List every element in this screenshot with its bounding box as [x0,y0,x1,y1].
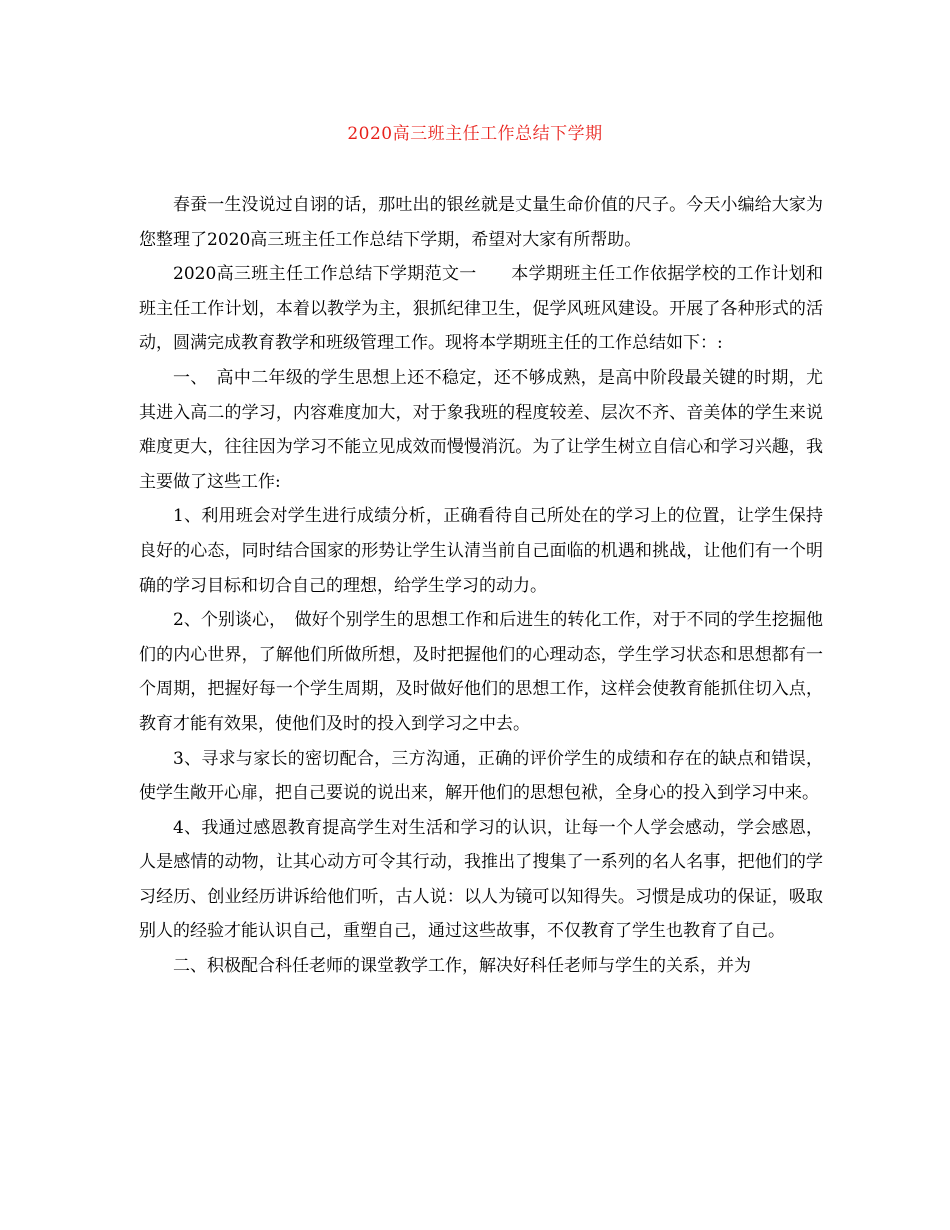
paragraph-item-2: 2、个别谈心， 做好个别学生的思想工作和后进生的转化工作，对于不同的学生挖掘他们的内心世界，了解他们所做所想，及时把握他们的心理动态，学生学习状态和思想都有一个周期，把握好每一个学生周期，及时做好他们的思想工作，这样会使教育能抓住切入点，教育才能有效果，使他们及时的投入到学习之中去。 [139,610,823,734]
paragraph-section-two: 二、积极配合科任老师的课堂教学工作，解决好科任老师与学生的关系，并为 [173,956,751,977]
paragraph-item-3: 3、寻求与家长的密切配合，三方沟通，正确的评价学生的成绩和存在的缺点和错误，使学生敞开心扉，把自己要说的说出来，解开他们的思想包袱，全身心的投入到学习中来。 [139,748,823,804]
paragraph-item-4: 4、我通过感恩教育提高学生对生活和学习的认识，让每一个人学会感动，学会感恩，人是感情的动物，让其心动方可令其行动，我推出了搜集了一系列的名人名事，把他们的学习经历、创业经历讲诉给他们听，古人说：以人为镜可以知得失。习惯是成功的保证，吸取别人的经验才能认识自己，重塑自己，通过这些故事，不仅教育了学生也教育了自己。 [139,817,823,942]
document-body [139,188,823,984]
paragraph-sample-one: 2020高三班主任工作总结下学期范文一 本学期班主任工作依据学校的工作计划和班主任工作计划，本着以教学为主，狠抓纪律卫生，促学风班风建设。开展了各种形式的活动，圆满完成教育教学和班级管理工作。现将本学期班主任的工作总结如下：: [139,264,823,354]
paragraph-intro: 春蚕一生没说过自诩的话，那吐出的银丝就是丈量生命价值的尺子。今天小编给大家为您整理了2020高三班主任工作总结下学期，希望对大家有所帮助。 [139,195,823,250]
paragraph-section-one: 一、 高中二年级的学生思想上还不稳定，还不够成熟，是高中阶段最关键的时期，尤其进入高二的学习，内容难度加大，对于象我班的程度较差、层次不齐、音美体的学生来说难度更大，往往因为学习不能立见成效而慢慢消沉。为了让学生树立自信心和学习兴趣，我主要做了这些工作: [139,367,823,492]
paragraph-item-1: 1、利用班会对学生进行成绩分析，正确看待自己所处在的学习上的位置，让学生保持良好的心态，同时结合国家的形势让学生认清当前自己面临的机遇和挑战，让他们有一个明确的学习目标和切合自己的理想，给学生学习的动力。 [139,506,823,596]
document-title: 2020高三班主任工作总结下学期 [347,124,603,144]
